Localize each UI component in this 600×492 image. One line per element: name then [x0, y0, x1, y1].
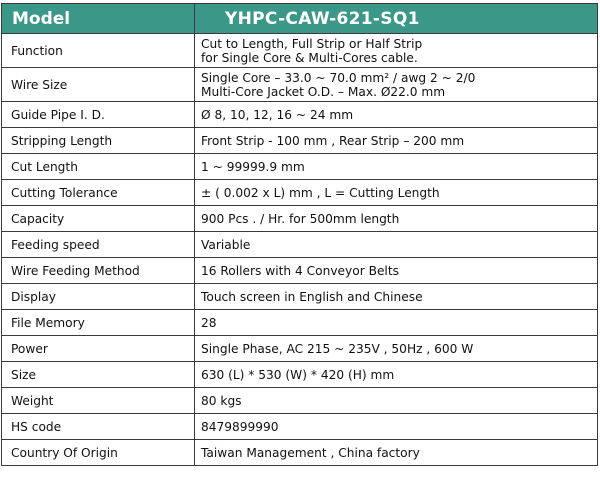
table-row: [2, 180, 598, 206]
spec-value: [195, 414, 598, 440]
spec-value-line: Ø 8, 10, 12, 16 ~ 24 mm: [201, 107, 354, 122]
table-row: [2, 362, 598, 388]
spec-value: [195, 258, 598, 284]
spec-value-line: 1 ~ 99999.9 mm: [201, 159, 305, 174]
spec-value: [195, 128, 598, 154]
spec-value: [195, 362, 598, 388]
table-row: [2, 414, 598, 440]
spec-value-line: Front Strip - 100 mm , Rear Strip – 200 mm: [201, 133, 465, 148]
spec-label: Cut Length: [2, 154, 195, 180]
spec-value-line: 16 Rollers with 4 Conveyor Belts: [201, 263, 399, 278]
spec-label: Stripping Length: [2, 128, 195, 154]
spec-label: Size: [2, 362, 195, 388]
spec-label: HS code: [2, 414, 195, 440]
spec-value: [195, 440, 598, 466]
spec-label: Wire Feeding Method: [2, 258, 195, 284]
header-key: Model: [2, 4, 195, 34]
table-row: [2, 154, 598, 180]
spec-label: Power: [2, 336, 195, 362]
table-row: [2, 258, 598, 284]
table-row: [2, 68, 598, 102]
table-row: [2, 128, 598, 154]
spec-value-line: ± ( 0.002 x L) mm , L = Cutting Length: [201, 185, 440, 200]
spec-value: [195, 336, 598, 362]
spec-value-line: Single Phase, AC 215 ~ 235V , 50Hz , 600 W: [201, 341, 474, 356]
spec-value: [195, 68, 598, 102]
table-row: [2, 388, 598, 414]
spec-label: Guide Pipe I. D.: [2, 102, 195, 128]
table-row: [2, 310, 598, 336]
spec-value: [195, 206, 598, 232]
table-row: [2, 336, 598, 362]
spec-value-line: Variable: [201, 237, 251, 252]
table-row: [2, 440, 598, 466]
spec-label: Display: [2, 284, 195, 310]
spec-value: [195, 232, 598, 258]
spec-value-line: 80 kgs: [201, 393, 242, 408]
table-row: [2, 232, 598, 258]
spec-value: [195, 180, 598, 206]
spec-value-line: Taiwan Management , China factory: [201, 445, 420, 460]
table-header-row: [2, 4, 598, 34]
spec-value-line: 630 (L) * 530 (W) * 420 (H) mm: [201, 367, 395, 382]
spec-value-line: for Single Core & Multi-Cores cable.: [201, 50, 418, 65]
spec-value-line: 8479899990: [201, 419, 279, 434]
table-row: [2, 102, 598, 128]
spec-label: Wire Size: [2, 68, 195, 102]
spec-value: [195, 310, 598, 336]
spec-table: [1, 3, 598, 466]
spec-value-line: Single Core – 33.0 ~ 70.0 mm² / awg 2 ~ 2/0: [201, 70, 476, 85]
spec-value-line: Cut to Length, Full Strip or Half Strip: [201, 36, 423, 51]
model-number: YHPC-CAW-621-SQ1: [195, 4, 598, 34]
spec-value-line: 28: [201, 315, 217, 330]
table-row: [2, 284, 598, 310]
spec-label: Cutting Tolerance: [2, 180, 195, 206]
spec-value: [195, 154, 598, 180]
spec-label: Weight: [2, 388, 195, 414]
spec-value: [195, 34, 598, 68]
spec-value-line: 900 Pcs . / Hr. for 500mm length: [201, 211, 400, 226]
spec-value: [195, 284, 598, 310]
table-row: [2, 206, 598, 232]
spec-value: [195, 388, 598, 414]
spec-value-line: Multi-Core Jacket O.D. – Max. Ø22.0 mm: [201, 84, 446, 99]
spec-table-body: [2, 4, 598, 466]
spec-label: Capacity: [2, 206, 195, 232]
spec-label: Feeding speed: [2, 232, 195, 258]
spec-label: File Memory: [2, 310, 195, 336]
spec-value-line: Touch screen in English and Chinese: [201, 289, 423, 304]
spec-value: [195, 102, 598, 128]
spec-label: Function: [2, 34, 195, 68]
table-row: [2, 34, 598, 68]
spec-label: Country Of Origin: [2, 440, 195, 466]
